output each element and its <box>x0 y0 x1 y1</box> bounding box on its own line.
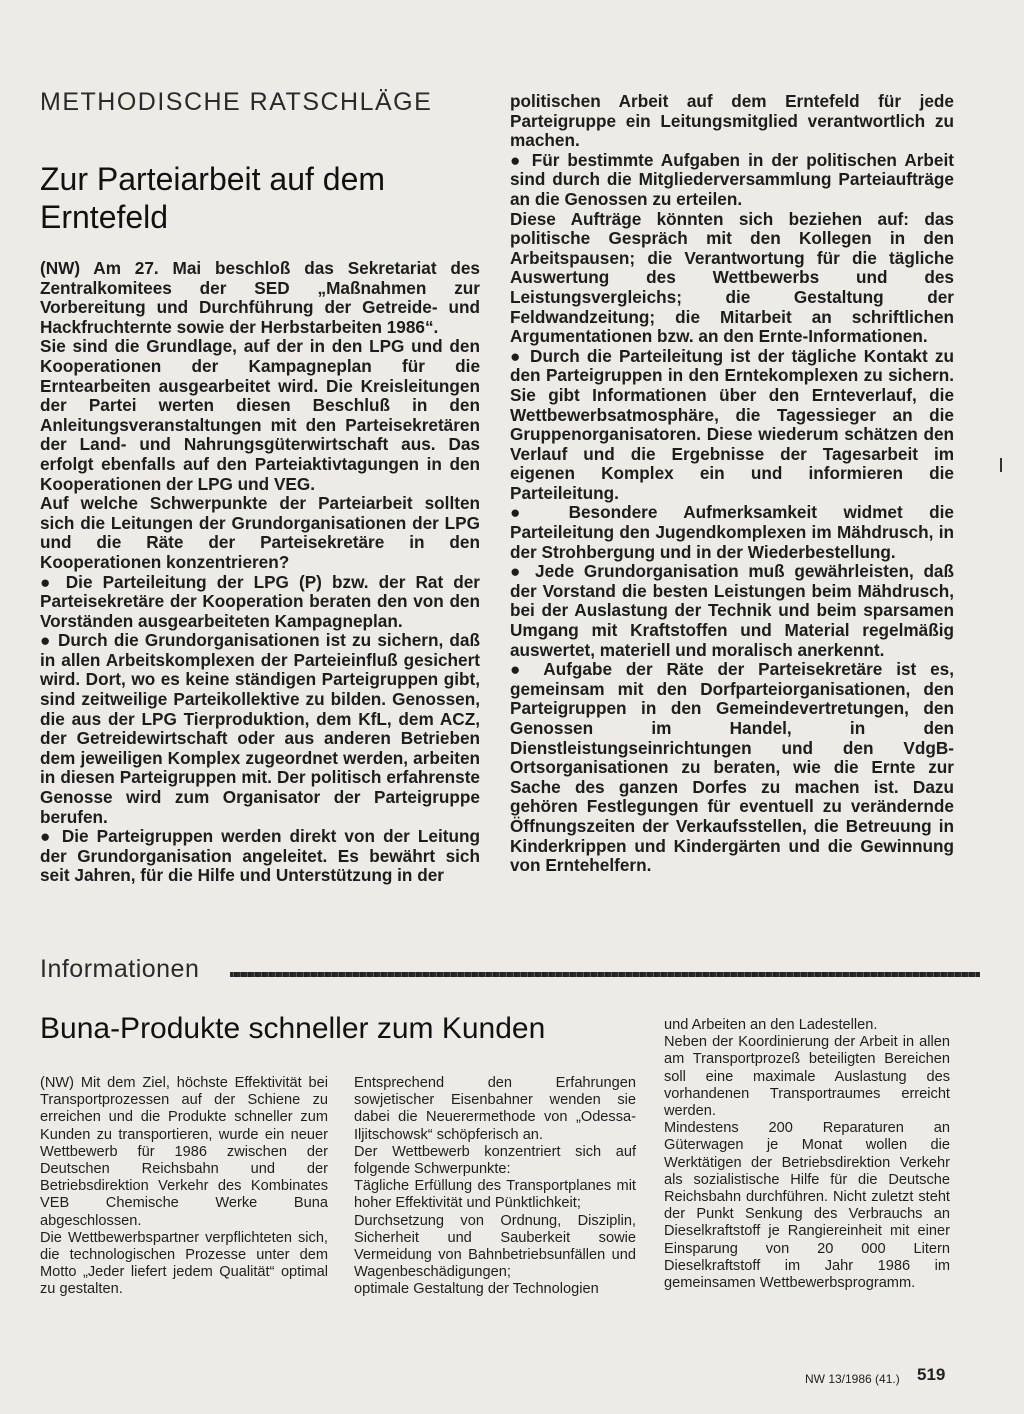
bullet-paragraph <box>510 660 954 876</box>
bullet-paragraph <box>40 827 480 886</box>
news-column-1 <box>40 1075 328 1299</box>
section-kicker: METHODISCHE RATSCHLÄGE <box>40 88 433 116</box>
informationen-header <box>40 955 980 985</box>
section-label: Informationen <box>40 955 200 983</box>
paragraph-text: Durch die Parteileitung ist der tägliche Kontakt zu den Parteigruppen in den Erntekomplexen zu sichern. Sie gibt Informationen über den Ernteverlauf, die Wettbewerbsatmosphäre, die Tagessieger an die Gruppenorganisatoren. Diese wiederum schätzen den Verlauf und die Ergebnisse der Tagesarbeit im eigenen Komplex ein und informieren die Parteileitung. <box>510 345 954 503</box>
paragraph-text: politischen Arbeit auf dem Erntefeld für jede Parteigruppe ein Leitungsmitglied verantwortlich zu machen. <box>510 91 954 151</box>
paragraph <box>354 1281 636 1298</box>
paragraph-text: Mindestens 200 Reparaturen an Güterwagen je Monat wollen die Werktätigen der Betriebsdirektion Verkehr als sozialistische Hilfe für die Deutsche Reichsbahn durchführen. Nicht zuletzt steht der Punkt Senkung des Verbrauchs an Dieselkraftstoff je Rangiereinheit mit einer Einsparung von 20 000 Litern Dieselkraftstoff im Jahr 1986 im gemeinsamen Wettbewerbsprogramm. <box>664 1120 950 1292</box>
paragraph <box>664 1120 950 1292</box>
article-column-2 <box>510 92 954 876</box>
paragraph-text: Besondere Aufmerksamkeit widmet die Parteileitung den Jugendkomplexen im Mähdrusch, in der Strohbergung und in der Wiederbestellung. <box>510 502 954 562</box>
page-number: 519 <box>917 1365 946 1384</box>
paragraph <box>40 259 480 337</box>
paragraph-text: optimale Gestaltung der Technologien <box>354 1281 599 1298</box>
paragraph-text: Am 27. Mai beschloß das Sekretariat des Zentralkomitees der SED „Maßnahmen zur Vorbereitung und Durchführung der Getreide- und Hackfruchternte sowie der Herbstarbeiten 1986“. <box>40 258 480 337</box>
paragraph <box>664 1034 950 1120</box>
paragraph-text: Sie sind die Grundlage, auf der in den LPG und den Kooperationen der Kampagneplan für die Erntearbeiten ausgearbeitet wird. Die Kreisleitungen der Partei werten diesen Beschluß in den Anleitungsveranstaltungen mit den Parteisekretären der Land- und Nahrungsgüterwirtschaft aus. Das erfolgt ebenfalls auf den Parteiaktivtagungen in den Kooperationen der LPG und VEG. <box>40 336 480 494</box>
news-column-2 <box>354 1075 636 1299</box>
section-rule <box>230 972 980 977</box>
paragraph <box>354 1178 636 1212</box>
bullet-paragraph <box>40 631 480 827</box>
issue-reference: NW 13/1986 (41.) <box>805 1372 900 1386</box>
paragraph-text: Die Parteileitung der LPG (P) bzw. der Rat der Parteisekretäre der Kooperation beraten den von den Vorständen ausgearbeiteten Kampagneplan. <box>40 571 480 631</box>
bullet-paragraph <box>510 347 954 504</box>
bullet-paragraph <box>40 573 480 632</box>
source-tag: (NW) <box>40 1075 75 1091</box>
paragraph <box>40 494 480 572</box>
paragraph-text: Für bestimmte Aufgaben in der politischen Arbeit sind durch die Mitgliederversammlung Parteiaufträge an die Genossen zu erteilen. <box>510 149 954 209</box>
bullet-paragraph <box>510 562 954 660</box>
paragraph <box>354 1213 636 1282</box>
print-artifact <box>1000 458 1002 472</box>
paragraph-text: Neben der Koordinierung der Arbeit in allen am Transportprozeß beteiligten Bereichen soll eine maximale Auslastung des vorhandenen Transportraumes erreicht werden. <box>664 1034 950 1120</box>
paragraph-text: und Arbeiten an den Ladestellen. <box>664 1017 878 1033</box>
source-tag: (NW) <box>40 258 81 278</box>
article-title: Zur Parteiarbeit auf dem Erntefeld <box>40 161 386 235</box>
paragraph <box>40 337 480 494</box>
news-title: Buna-Produkte schneller zum Kunden <box>40 1012 546 1045</box>
news-column-3 <box>664 1017 950 1292</box>
paragraph <box>354 1075 636 1144</box>
paragraph-text: Diese Aufträge könnten sich beziehen auf: das politische Gespräch mit den Kollegen in den Arbeitspausen; die Verantwortung für die tägliche Auswertung des Wettbewerbs und des Leistungsvergleichs; die Gestaltung der Feldwandzeitung; die Mitarbeit an schriftlichen Argumentationen bzw. an den Ernte-Informationen. <box>510 208 954 347</box>
paragraph-text: Jede Grundorganisation muß gewährleisten, daß der Vorstand die besten Leistungen beim Mähdrusch, bei der Auslastung der Technik und beim sparsamen Umgang mit Kraftstoffen und Material regelmäßig auswertet, materiell und moralisch anerkennt. <box>510 561 954 660</box>
paragraph-text: Auf welche Schwerpunkte der Parteiarbeit sollten sich die Leitungen der Grundorganisationen der LPG und die Räte der Parteisekretäre in den Kooperationen konzentrieren? <box>40 493 480 572</box>
paragraph-text: Tägliche Erfüllung des Transportplanes mit hoher Effektivität und Pünktlichkeit; <box>354 1178 636 1212</box>
paragraph-text: Die Parteigruppen werden direkt von der Leitung der Grundorganisation angeleitet. Es bewährt sich seit Jahren, für die Hilfe und Unterstützung in der <box>40 826 480 886</box>
bullet-paragraph <box>510 503 954 562</box>
paragraph <box>40 1230 328 1299</box>
paragraph-text: Der Wettbewerb konzentriert sich auf folgende Schwerpunkte: <box>354 1143 636 1178</box>
paragraph-text: Durch die Grundorganisationen ist zu sichern, daß in allen Arbeitskomplexen der Parteieinfluß gesichert wird. Dort, wo es keine ständigen Parteigruppen gibt, sind zeitweilige Parteikollektive zu bilden. Genossen, die aus der LPG Tierproduktion, dem KfL, dem ACZ, der Getreidewirtschaft oder aus anderen Betrieben dem jeweiligen Komplex zugeordnet werden, arbeiten in diesen Parteigruppen mit. Der politisch erfahrenste Genosse wird zum Organisator der Parteigruppe berufen. <box>40 630 480 827</box>
paragraph-text: Mit dem Ziel, höchste Effektivität bei Transportprozessen auf der Schiene zu erreichen und die Produkte schneller zum Kunden zu transportieren, wurde ein neuer Wettbewerb für 1986 zwischen der Deutschen Reichsbahn und der Betriebsdirektion Verkehr des Kombinates VEB Chemische Werke Buna abgeschlossen. <box>40 1075 328 1229</box>
paragraph-text: Die Wettbewerbspartner verpflichteten sich, die technologischen Prozesse unter dem Motto „Jeder liefert jedem Qualität“ optimal zu gestalten. <box>40 1229 328 1298</box>
paragraph-text: Durchsetzung von Ordnung, Disziplin, Sicherheit und Sauberkeit sowie Vermeidung von Bahnbetriebsunfällen und Wagenbeschädigungen; <box>354 1212 636 1281</box>
article-column-1 <box>40 259 480 886</box>
paragraph-text: Aufgabe der Räte der Parteisekretäre ist es, gemeinsam mit den Dorfparteiorganisationen, den Parteigruppen in den Gemeindevertretungen, den Genossen im Handel, in den Dienstleistungseinrichtungen und den VdgB-Ortsorganisationen zu beraten, wie die Ernte zur Sache des ganzen Dorfes zu machen ist. Dazu gehören Festlegungen für eventuell zu verändernde Öffnungszeiten der Verkaufsstellen, die Betreuung in Kinderkrippen und Kindergärten und die Gewinnung von Erntehelfern. <box>510 659 954 876</box>
paragraph <box>664 1017 950 1034</box>
paragraph <box>40 1075 328 1230</box>
paragraph-text: Entsprechend den Erfahrungen sowjetischer Eisenbahner wenden sie dabei die Neuerermethode von „Odessa-Iljitschowsk“ schöpferisch an. <box>354 1075 636 1143</box>
paragraph <box>354 1144 636 1178</box>
paragraph <box>510 92 954 151</box>
paragraph <box>510 210 954 347</box>
bullet-paragraph <box>510 151 954 210</box>
